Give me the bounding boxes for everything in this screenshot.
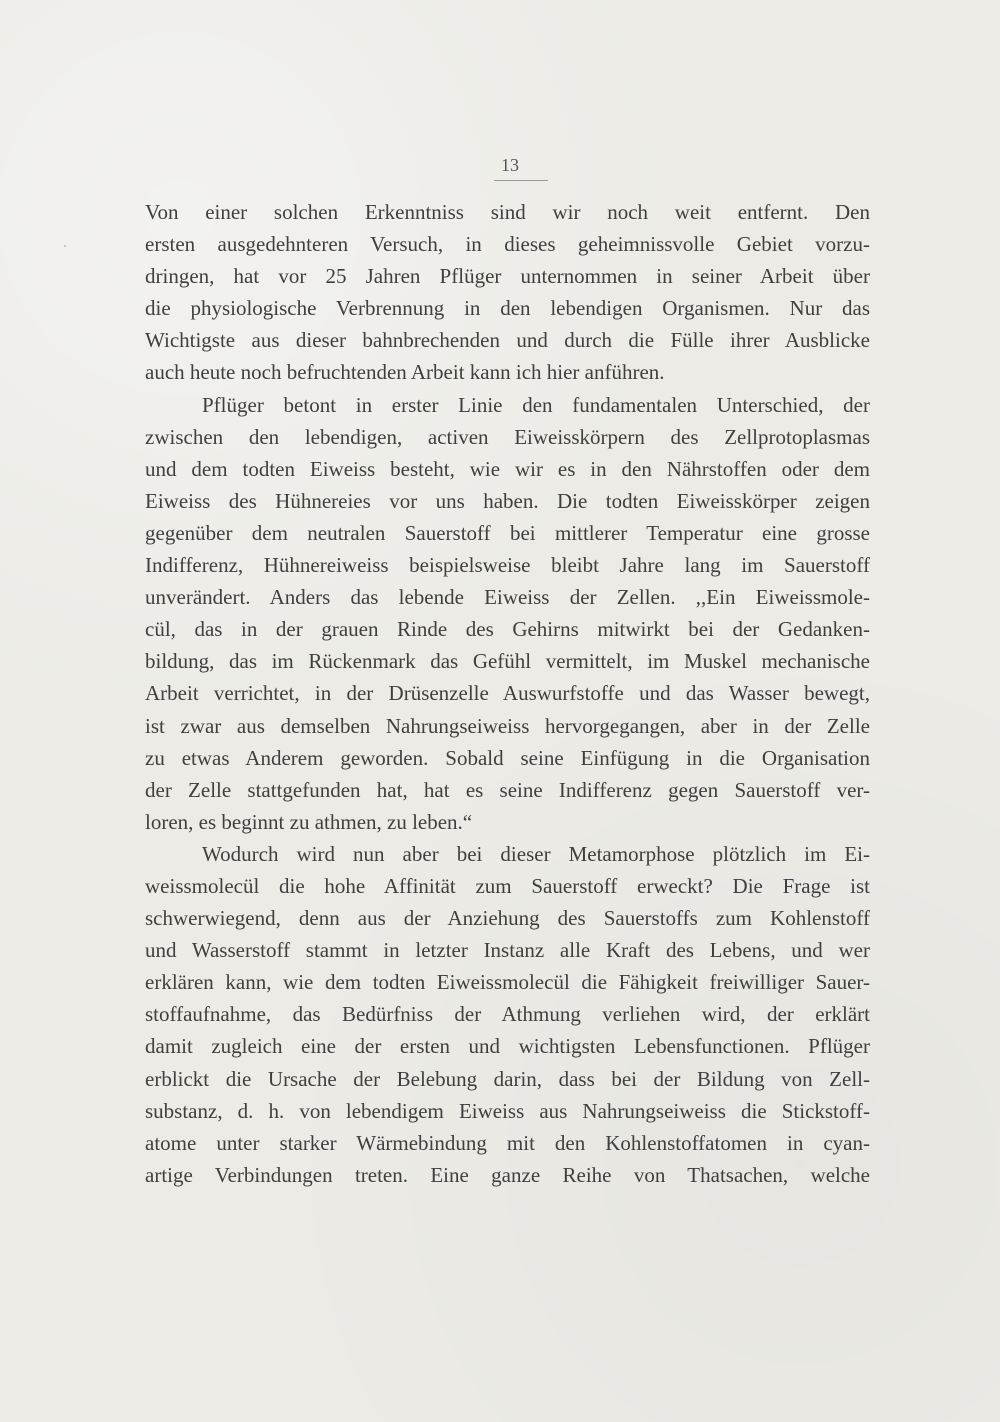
- text-line: erblickt die Ursache der Belebung darin, dass bei der Bildung von Zell-: [145, 1066, 870, 1091]
- text-line: Von einer solchen Erkenntniss sind wir noch weit entfernt. Den: [145, 200, 870, 224]
- page-number: 13: [501, 155, 519, 175]
- text-line: schwerwiegend, denn aus der Anziehung des Sauerstoffs zum Kohlenstoff: [145, 906, 870, 931]
- text-line: Wichtigste aus dieser bahnbrechenden und durch die Fülle ihrer Ausblicke: [145, 328, 870, 353]
- text-line: stoffaufnahme, das Bedürfniss der Athmung verliehen wird, der erklärt: [145, 1002, 870, 1027]
- text-line: bildung, das im Rückenmark das Gefühl vermittelt, im Muskel mechanische: [145, 649, 870, 674]
- text-line: cül, das in der grauen Rinde des Gehirns mitwirkt bei der Gedanken-: [145, 617, 870, 642]
- text-line: Pflüger betont in erster Linie den fundamentalen Unterschied, der: [202, 392, 870, 417]
- text-line: substanz, d. h. von lebendigem Eiweiss aus Nahrungseiweiss die Stickstoff-: [145, 1098, 870, 1123]
- text-line: Eiweiss des Hühnereies vor uns haben. Die todten Eiweisskörper zeigen: [145, 488, 870, 513]
- text-line: atome unter starker Wärmebindung mit den Kohlenstoffatomen in cyan-: [145, 1130, 870, 1155]
- text-line: ersten ausgedehnteren Versuch, in dieses geheimnissvolle Gebiet vorzu-: [145, 232, 870, 257]
- paper-speck: [64, 245, 66, 247]
- text-line: die physiologische Verbrennung in den lebendigen Organismen. Nur das: [145, 296, 870, 321]
- text-line: und Wasserstoff stammt in letzter Instanz alle Kraft des Lebens, und wer: [145, 938, 870, 963]
- text-line: zu etwas Anderem geworden. Sobald seine Einfügung in die Organisation: [145, 745, 870, 770]
- text-line: gegenüber dem neutralen Sauerstoff bei mittlerer Temperatur eine grosse: [145, 520, 870, 545]
- text-line: artige Verbindungen treten. Eine ganze Reihe von Thatsachen, welche: [145, 1162, 870, 1187]
- text-line: erklären kann, wie dem todten Eiweissmolecül die Fähigkeit freiwilliger Sauer-: [145, 970, 870, 995]
- text-line: und dem todten Eiweiss besteht, wie wir es in den Nährstoffen oder dem: [145, 456, 870, 481]
- text-line: der Zelle stattgefunden hat, hat es seine Indifferenz gegen Sauerstoff ver-: [145, 777, 870, 802]
- text-line: unverändert. Anders das lebende Eiweiss der Zellen. ,,Ein Eiweissmole-: [145, 585, 870, 610]
- text-line: zwischen den lebendigen, activen Eiweisskörpern des Zellprotoplasmas: [145, 424, 870, 449]
- text-line: Arbeit verrichtet, in der Drüsenzelle Auswurfstoffe und das Wasser bewegt,: [145, 681, 870, 706]
- text-line: dringen, hat vor 25 Jahren Pflüger unternommen in seiner Arbeit über: [145, 264, 870, 289]
- text-line: auch heute noch befruchtenden Arbeit kann ich hier anführen.: [145, 360, 665, 385]
- text-line: loren, es beginnt zu athmen, zu leben.“: [145, 809, 473, 834]
- text-line: damit zugleich eine der ersten und wichtigsten Lebensfunctionen. Pflüger: [145, 1034, 870, 1059]
- text-line: ist zwar aus demselben Nahrungseiweiss hervorgegangen, aber in der Zelle: [145, 713, 870, 738]
- text-line: Indifferenz, Hühnereiweiss beispielsweise bleibt Jahre lang im Sauerstoff: [145, 553, 870, 578]
- page-number-rule: [494, 180, 548, 181]
- text-line: weissmolecül die hohe Affinität zum Sauerstoff erweckt? Die Frage ist: [145, 873, 870, 898]
- text-line: Wodurch wird nun aber bei dieser Metamorphose plötzlich im Ei-: [202, 841, 870, 866]
- body-text: [145, 196, 870, 1191]
